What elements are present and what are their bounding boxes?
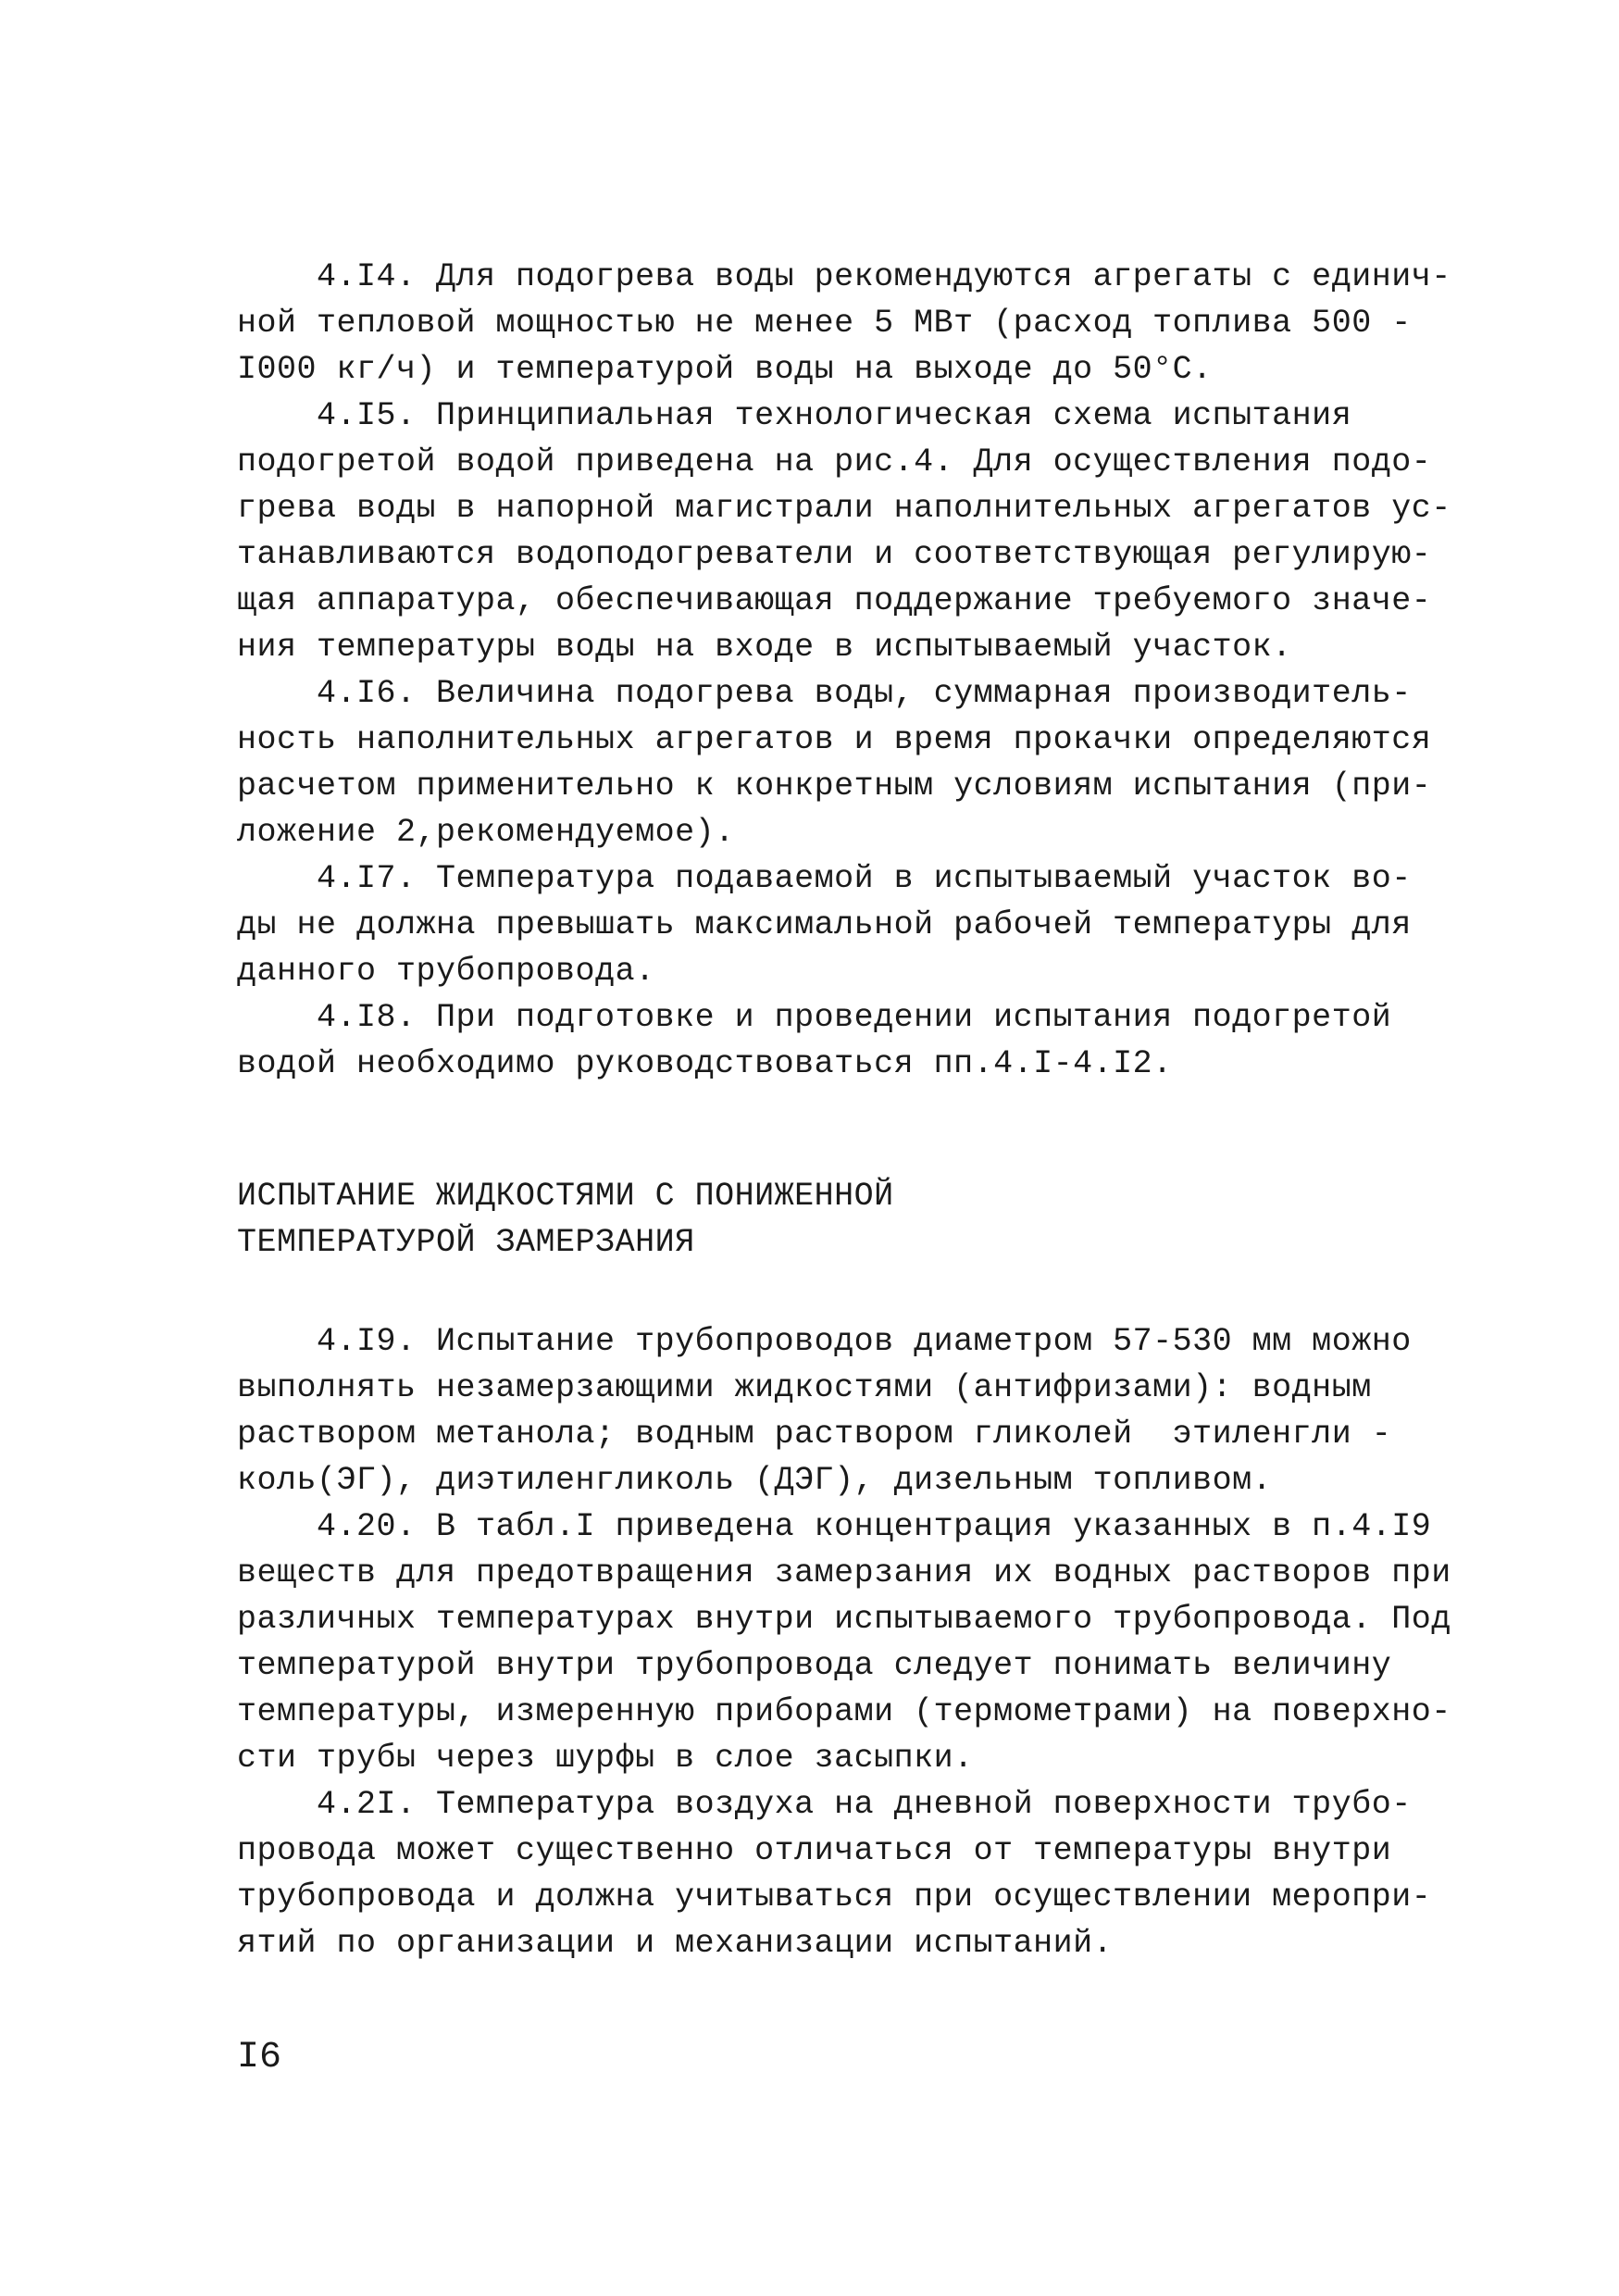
paragraph-4-19-line: 4.I9. Испытание трубопроводов диаметром 57-530 мм можно: [237, 1323, 1412, 1360]
paragraph-4-16-line: ложение 2,рекомендуемое).: [237, 814, 735, 851]
paragraph-4-17-line: данного трубопровода.: [237, 953, 655, 990]
paragraph-4-14-line: ной тепловой мощностью не менее 5 МВт (расход топлива 500 -: [237, 305, 1412, 342]
paragraph-4-14-line: 4.I4. Для подогрева воды рекомендуются агрегаты с единич-: [237, 258, 1451, 295]
section-heading-line: ТЕМПЕРАТУРОЙ ЗАМЕРЗАНИЯ: [237, 1224, 695, 1261]
paragraph-4-21-line: 4.2I. Температура воздуха на дневной поверхности трубо-: [237, 1786, 1412, 1823]
paragraph-4-20-line: сти трубы через шурфы в слое засыпки.: [237, 1740, 974, 1777]
paragraph-4-15-line: ния температуры воды на входе в испытываемый участок.: [237, 629, 1292, 666]
paragraph-4-17-line: 4.I7. Температура подаваемой в испытываемый участок во-: [237, 860, 1412, 897]
paragraph-4-20-line: 4.20. В табл.I приведена концентрация указанных в п.4.I9: [237, 1508, 1432, 1545]
paragraph-4-15-line: подогретой водой приведена на рис.4. Для осуществления подо-: [237, 443, 1432, 480]
paragraph-4-16-line: 4.I6. Величина подогрева воды, суммарная производитель-: [237, 675, 1412, 712]
paragraph-4-15-line: щая аппаратура, обеспечивающая поддержание требуемого значе-: [237, 582, 1432, 619]
paragraph-4-20-line: температурой внутри трубопровода следует понимать величину: [237, 1647, 1392, 1684]
paragraph-4-18-line: 4.I8. При подготовке и проведении испытания подогретой: [237, 999, 1392, 1036]
paragraph-4-20-line: веществ для предотвращения замерзания их водных растворов при: [237, 1554, 1451, 1591]
paragraph-4-15-line: грева воды в напорной магистрали наполнительных агрегатов ус-: [237, 490, 1451, 527]
section-heading-line: ИСПЫТАНИЕ ЖИДКОСТЯМИ С ПОНИЖЕННОЙ: [237, 1178, 894, 1215]
page-number: I6: [237, 2037, 282, 2078]
paragraph-4-20-line: различных температурах внутри испытываемого трубопровода. Под: [237, 1601, 1451, 1638]
paragraph-4-17-line: ды не должна превышать максимальной рабочей температуры для: [237, 906, 1412, 943]
paragraph-4-19-line: раствором метанола; водным раствором гликолей этиленгли -: [237, 1416, 1392, 1453]
paragraph-4-16-line: ность наполнительных агрегатов и время прокачки определяются: [237, 721, 1432, 758]
paragraph-4-21-line: ятий по организации и механизации испытаний.: [237, 1925, 1114, 1962]
paragraph-4-15-line: танавливаются водоподогреватели и соответствующая регулирую-: [237, 536, 1432, 573]
paragraph-4-21-line: трубопровода и должна учитываться при осуществлении меропри-: [237, 1878, 1432, 1915]
paragraph-4-19-line: выполнять незамерзающими жидкостями (антифризами): водным: [237, 1369, 1372, 1406]
paragraph-4-16-line: расчетом применительно к конкретным условиям испытания (при-: [237, 767, 1432, 805]
paragraph-4-15-line: 4.I5. Принципиальная технологическая схема испытания: [237, 397, 1352, 434]
paragraph-4-14-line: I000 кг/ч) и температурой воды на выходе до 50°С.: [237, 351, 1213, 388]
paragraph-4-21-line: провода может существенно отличаться от температуры внутри: [237, 1832, 1392, 1869]
paragraph-4-18-line: водой необходимо руководствоваться пп.4.I-4.I2.: [237, 1045, 1173, 1082]
paragraph-4-20-line: температуры, измеренную приборами (термометрами) на поверхно-: [237, 1693, 1451, 1730]
paragraph-4-19-line: коль(ЭГ), диэтиленгликоль (ДЭГ), дизельным топливом.: [237, 1462, 1273, 1499]
